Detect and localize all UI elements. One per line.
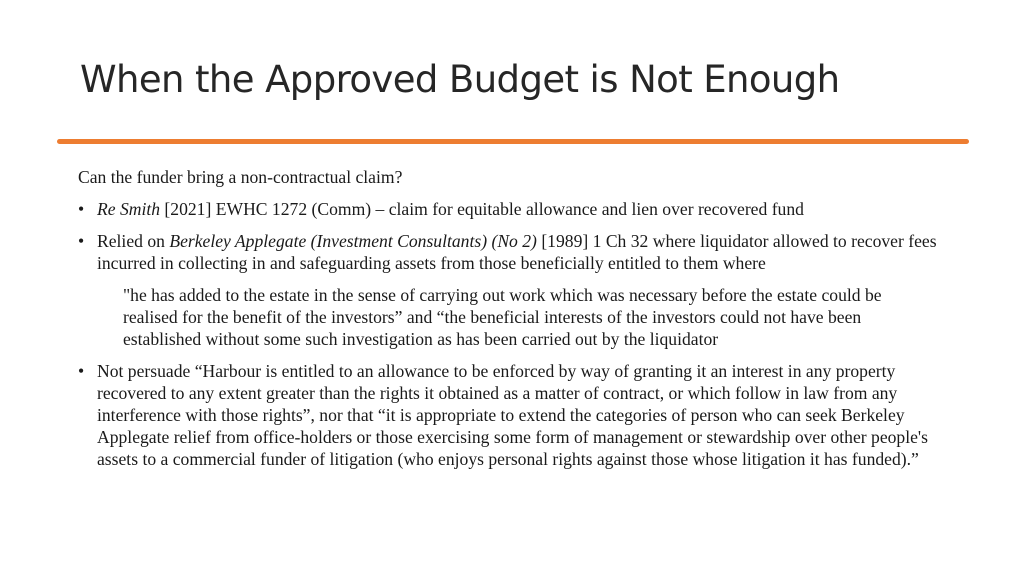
case-name-re-smith: Re Smith (97, 199, 161, 219)
title-divider (57, 139, 969, 144)
bullet-item-re-smith (78, 198, 958, 220)
bullet-dot-icon: • (78, 199, 85, 219)
bullet-item-harbour (78, 360, 958, 470)
slide-title: When the Approved Budget is Not Enough (80, 58, 840, 101)
bullet-lead-text: Relied on (97, 231, 170, 251)
bullet-text: [1989] 1 Ch 32 where liquidator allowed to recover fees incurred in collecting in and safeguarding assets from those beneficially entitled to them where (97, 231, 937, 273)
bullet-text: Not persuade “Harbour is entitled to an allowance to be enforced by way of granting it an interest in any property recovered to any extent greater than the rights it obtained as a matter of contract, or which follow in law from any interference with those rights”, nor that “it is appropriate to extend the categories of person who can seek Berkeley Applegate relief from office-holders or those exercising some form of management or stewardship over other people's assets to a commercial funder of litigation (who enjoys personal rights against those whose litigation it has funded).” (97, 361, 928, 469)
bullet-text: [2021] EWHC 1272 (Comm) – claim for equitable allowance and lien over recovered fund (160, 199, 804, 219)
bullet-dot-icon: • (78, 361, 85, 381)
intro-text: Can the funder bring a non-contractual claim? (78, 167, 403, 187)
case-name-berkeley-applegate: Berkeley Applegate (Investment Consultants) (No 2) (169, 231, 537, 251)
bullet-dot-icon: • (78, 231, 85, 251)
slide-body (78, 166, 958, 480)
quote-block: "he has added to the estate in the sense of carrying out work which was necessary before the estate could be realised for the benefit of the investors” and “the beneficial interests of the investors could not have been established without some such investigation as has been carried out by the liquidator (123, 285, 882, 349)
bullet-item-berkeley-applegate (78, 230, 958, 274)
